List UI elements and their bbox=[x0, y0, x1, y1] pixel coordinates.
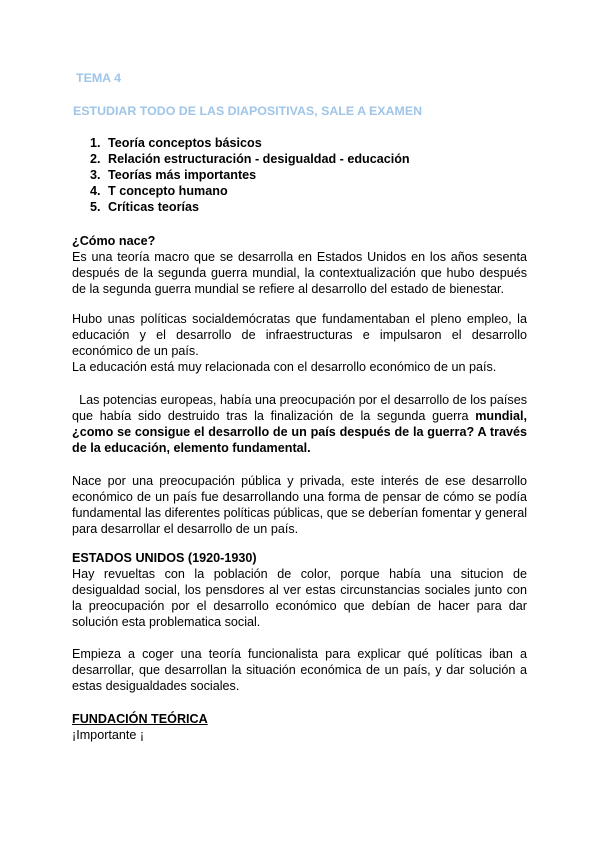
paragraph-block bbox=[72, 646, 527, 694]
topic-list bbox=[90, 135, 410, 215]
paragraph: Nace por una preocupación pública y privada, este interés de ese desarrollo económico de un país fue desarrollando una forma de pensar de cómo se podía fundamental las diferentes políticas públicas, que se deberían fomentar y general para desarrollar el desarrollo de un país. bbox=[72, 474, 527, 536]
paragraph-block bbox=[72, 311, 527, 375]
section-heading: FUNDACIÓN TEÓRICA bbox=[72, 712, 208, 726]
paragraph: Es una teoría macro que se desarrolla en Estados Unidos en los años sesenta después de la segunda guerra mundial, la contextualización que hubo después de la segunda guerra mundial se refiere al desarrollo del estado de bienestar. bbox=[72, 250, 527, 296]
section-usa bbox=[72, 550, 527, 630]
list-item: 2. Relación estructuración - desigualdad - educación bbox=[90, 152, 410, 166]
paragraph-block bbox=[72, 473, 527, 537]
paragraph: Hay revueltas con la población de color, porque había una situcion de desigualdad social, los pensdores al ver estas circunstancias sociales junto con la preocupación por el desarrollo económico que debían de hacer para dar solución esta problematica social. bbox=[72, 567, 527, 629]
list-item: 3. Teorías más importantes bbox=[90, 168, 257, 182]
paragraph: Las potencias europeas, había una preocupación por el desarrollo de los países que había sido destruido tras la finalización de la segunda guerra mundial,¿como se consigue el desarrollo de un país después de la guerra? A través de la educación, elemento fundamental. bbox=[72, 393, 531, 455]
exam-note: ESTUDIAR TODO DE LAS DIAPOSITIVAS, SALE A EXAMEN bbox=[73, 104, 423, 118]
section-foundation bbox=[72, 711, 527, 743]
paragraph: Empieza a coger una teoría funcionalista para explicar qué políticas iban a desarrollar, que desarrollan la situación económica de un país, y dar solución a estas desigualdades sociales. bbox=[72, 647, 527, 693]
list-item: 5. Críticas teorías bbox=[90, 200, 199, 214]
list-item: 4. T concepto humano bbox=[90, 184, 228, 198]
note-text: ¡Importante ¡ bbox=[72, 728, 145, 742]
section-how-born bbox=[72, 233, 527, 297]
paragraph: Hubo unas políticas socialdemócratas que fundamentaban el pleno empleo, la educación y el desarrollo de infraestructuras e impulsaron el desarrollo económico de un país. bbox=[72, 312, 527, 358]
section-heading: ¿Cómo nace? bbox=[72, 234, 156, 248]
topic-title: TEMA 4 bbox=[76, 71, 121, 85]
paragraph-block bbox=[72, 392, 531, 456]
paragraph: La educación está muy relacionada con el desarrollo económico de un país. bbox=[72, 360, 497, 374]
section-heading: ESTADOS UNIDOS (1920-1930) bbox=[72, 551, 257, 565]
list-item: 1. Teoría conceptos básicos bbox=[90, 136, 262, 150]
